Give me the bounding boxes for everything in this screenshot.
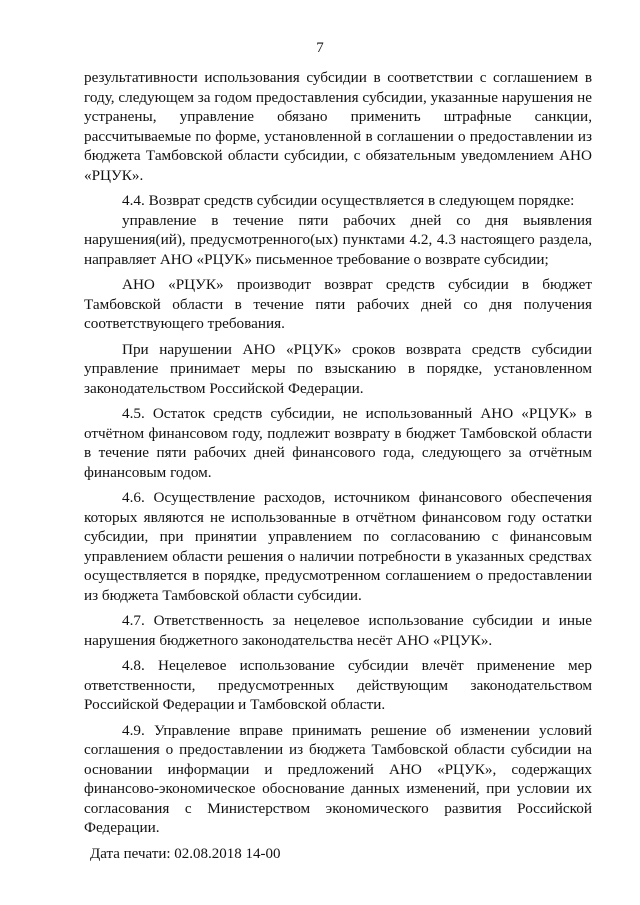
paragraph-4-7: 4.7. Ответственность за нецелевое использование субсидии и иные нарушения бюджетного законодательства несёт АНО «РЦУК».: [84, 612, 592, 649]
paragraph-4-5: 4.5. Остаток средств субсидии, не использованный АНО «РЦУК» в отчётном финансовом году, подлежит возврату в бюджет Тамбовской области в течение пяти рабочих дней финансового года, следующего за отчётным финансовым годом.: [84, 405, 592, 481]
paragraph-4-8: 4.8. Нецелевое использование субсидии влечёт применение мер ответственности, предусмотренных действующим законодательством Российской Федерации и Тамбовской области.: [84, 657, 592, 713]
paragraph-4-4: 4.4. Возврат средств субсидии осуществляется в следующем порядке:: [122, 192, 575, 209]
page-number: 7: [316, 40, 324, 56]
paragraph-recovery: При нарушении АНО «РЦУК» сроков возврата средств субсидии управление принимает меры по взысканию в порядке, установленном законодательством Российской Федерации.: [84, 340, 592, 397]
paragraph-4-6: 4.6. Осуществление расходов, источником финансового обеспечения которых являются не использованные в отчётном финансовом году остатки субсидии, при принятии управлением по согласованию с финансовым управлением области решения о наличии потребности в указанных средствах осуществляется в порядке, предусмотренном соглашением о предоставлении из бюджета Тамбовской области субсидии.: [84, 489, 592, 604]
paragraph-continuation: результативности использования субсидии в соответствии с соглашением в году, следующем за годом предоставления субсидии, указанные нарушения не устранены, управление обязано применить штрафные санкции, рассчитываемые по форме, установленной в соглашении о предоставлении из бюджета Тамбовской области субсидии, с обязательным уведомлением АНО «РЦУК».: [84, 69, 592, 184]
paragraph-4-4-step-1: управление в течение пяти рабочих дней со дня выявления нарушения(ий), предусмотренного(ых) пунктами 4.2, 4.3 настоящего раздела, направляет АНО «РЦУК» письменное требование о возврате субсидии;: [84, 211, 592, 268]
paragraph-4-9: 4.9. Управление вправе принимать решение об изменении условий соглашения о предоставлении из бюджета Тамбовской области субсидии на основании информации и предложений АНО «РЦУК», содержащих финансово-экономическое обоснование данных изменений, при условии их согласования с Министерством экономического развития Российской Федерации.: [84, 721, 592, 836]
paragraph-4-4-step-2: АНО «РЦУК» производит возврат средств субсидии в бюджет Тамбовской области в течение пяти рабочих дней со дня получения соответствующего требования.: [84, 276, 592, 332]
document-body: [84, 68, 592, 844]
print-date: Дата печати: 02.08.2018 14-00: [90, 846, 281, 862]
